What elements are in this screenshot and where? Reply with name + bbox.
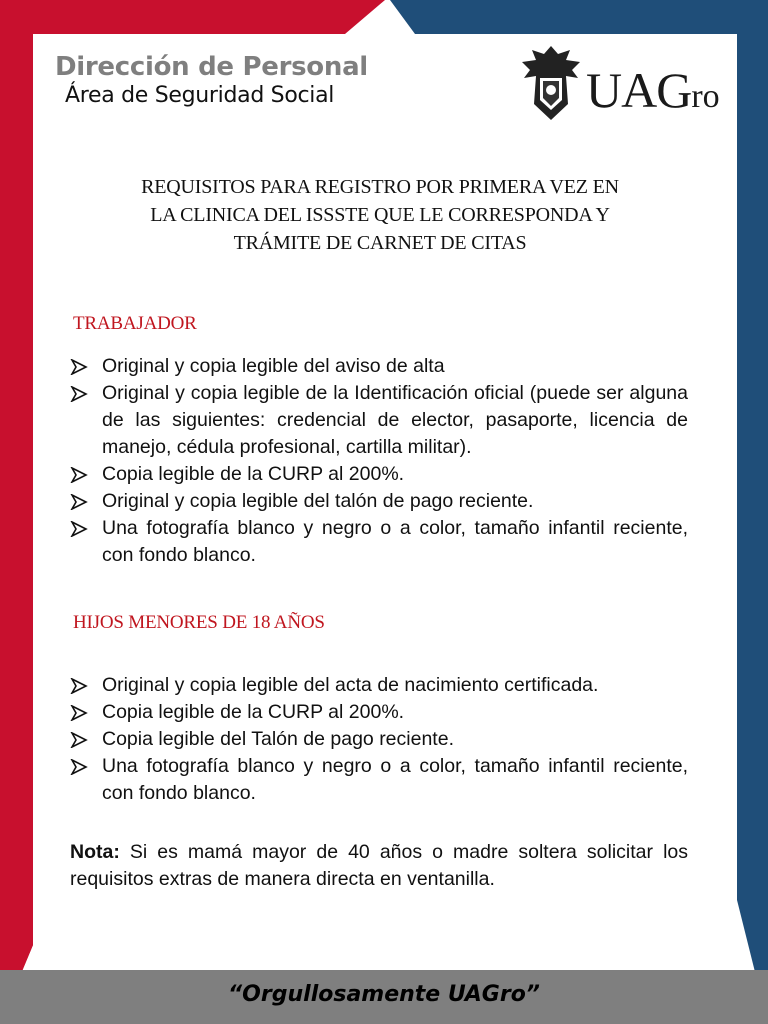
arrow-bullet-icon [70,467,88,483]
logo-wordmark [586,60,720,127]
title-line-3: TRÁMITE DE CARNET DE CITAS [233,232,527,254]
list-item-text: Original y copia legible del aviso de alta [102,355,445,377]
arrow-bullet-icon [70,494,88,510]
note-paragraph [70,839,688,893]
note-label: Nota: [70,841,120,863]
list-item-text: Copia legible de la CURP al 200%. [102,463,405,485]
section-heading-children: HIJOS MENORES DE 18 AÑOS [73,612,325,633]
list-item [70,353,688,380]
note-text: Si es mamá mayor de 40 años o madre soltera solicitar los requisitos extras de manera directa en ventanilla. [70,841,688,890]
list-item [70,461,688,488]
arrow-bullet-icon [70,678,88,694]
list-item-text: Una fotografía blanco y negro o a color, tamaño infantil reciente, con fondo blanco. [102,517,688,566]
list-item-text: Original y copia legible de la Identificación oficial (puede ser alguna de las siguientes: credencial de elector, pasaporte, licencia de manejo, cédula profesional, cartilla militar). [102,382,688,458]
list-item [70,672,688,699]
list-item-text: Original y copia legible del acta de nacimiento certificada. [102,674,599,696]
footer-slogan: “Orgullosamente UAGro” [228,982,540,1007]
arrow-bullet-icon [70,359,88,375]
footer-bar [0,970,768,1024]
section-heading-worker: TRABAJADOR [73,313,197,334]
list-item-text: Original y copia legible del talón de pago reciente. [102,490,534,512]
children-requirements-list [70,672,688,807]
list-item [70,699,688,726]
document-title [60,173,700,257]
list-item [70,488,688,515]
list-item [70,515,688,569]
arrow-bullet-icon [70,732,88,748]
list-item-text: Copia legible del Talón de pago reciente. [102,728,454,750]
list-item-text: Copia legible de la CURP al 200%. [102,701,405,723]
arrow-bullet-icon [70,759,88,775]
list-item-text: Una fotografía blanco y negro o a color, tamaño infantil reciente, con fondo blanco. [102,755,688,804]
title-line-1: REQUISITOS PARA REGISTRO POR PRIMERA VEZ EN [141,176,619,198]
list-item [70,726,688,753]
list-item [70,753,688,807]
uagro-logo [518,44,733,124]
university-shield-icon [518,44,584,124]
title-line-2: LA CLINICA DEL ISSSTE QUE LE CORRESPONDA Y [150,204,610,226]
arrow-bullet-icon [70,386,88,402]
logo-text-main: UAG [586,62,692,118]
list-item [70,380,688,461]
arrow-bullet-icon [70,705,88,721]
worker-requirements-list [70,353,688,569]
arrow-bullet-icon [70,521,88,537]
department-subtitle: Área de Seguridad Social [65,83,335,108]
logo-text-suffix: ro [691,78,720,115]
department-title: Dirección de Personal [55,52,368,82]
department-header [55,52,368,110]
